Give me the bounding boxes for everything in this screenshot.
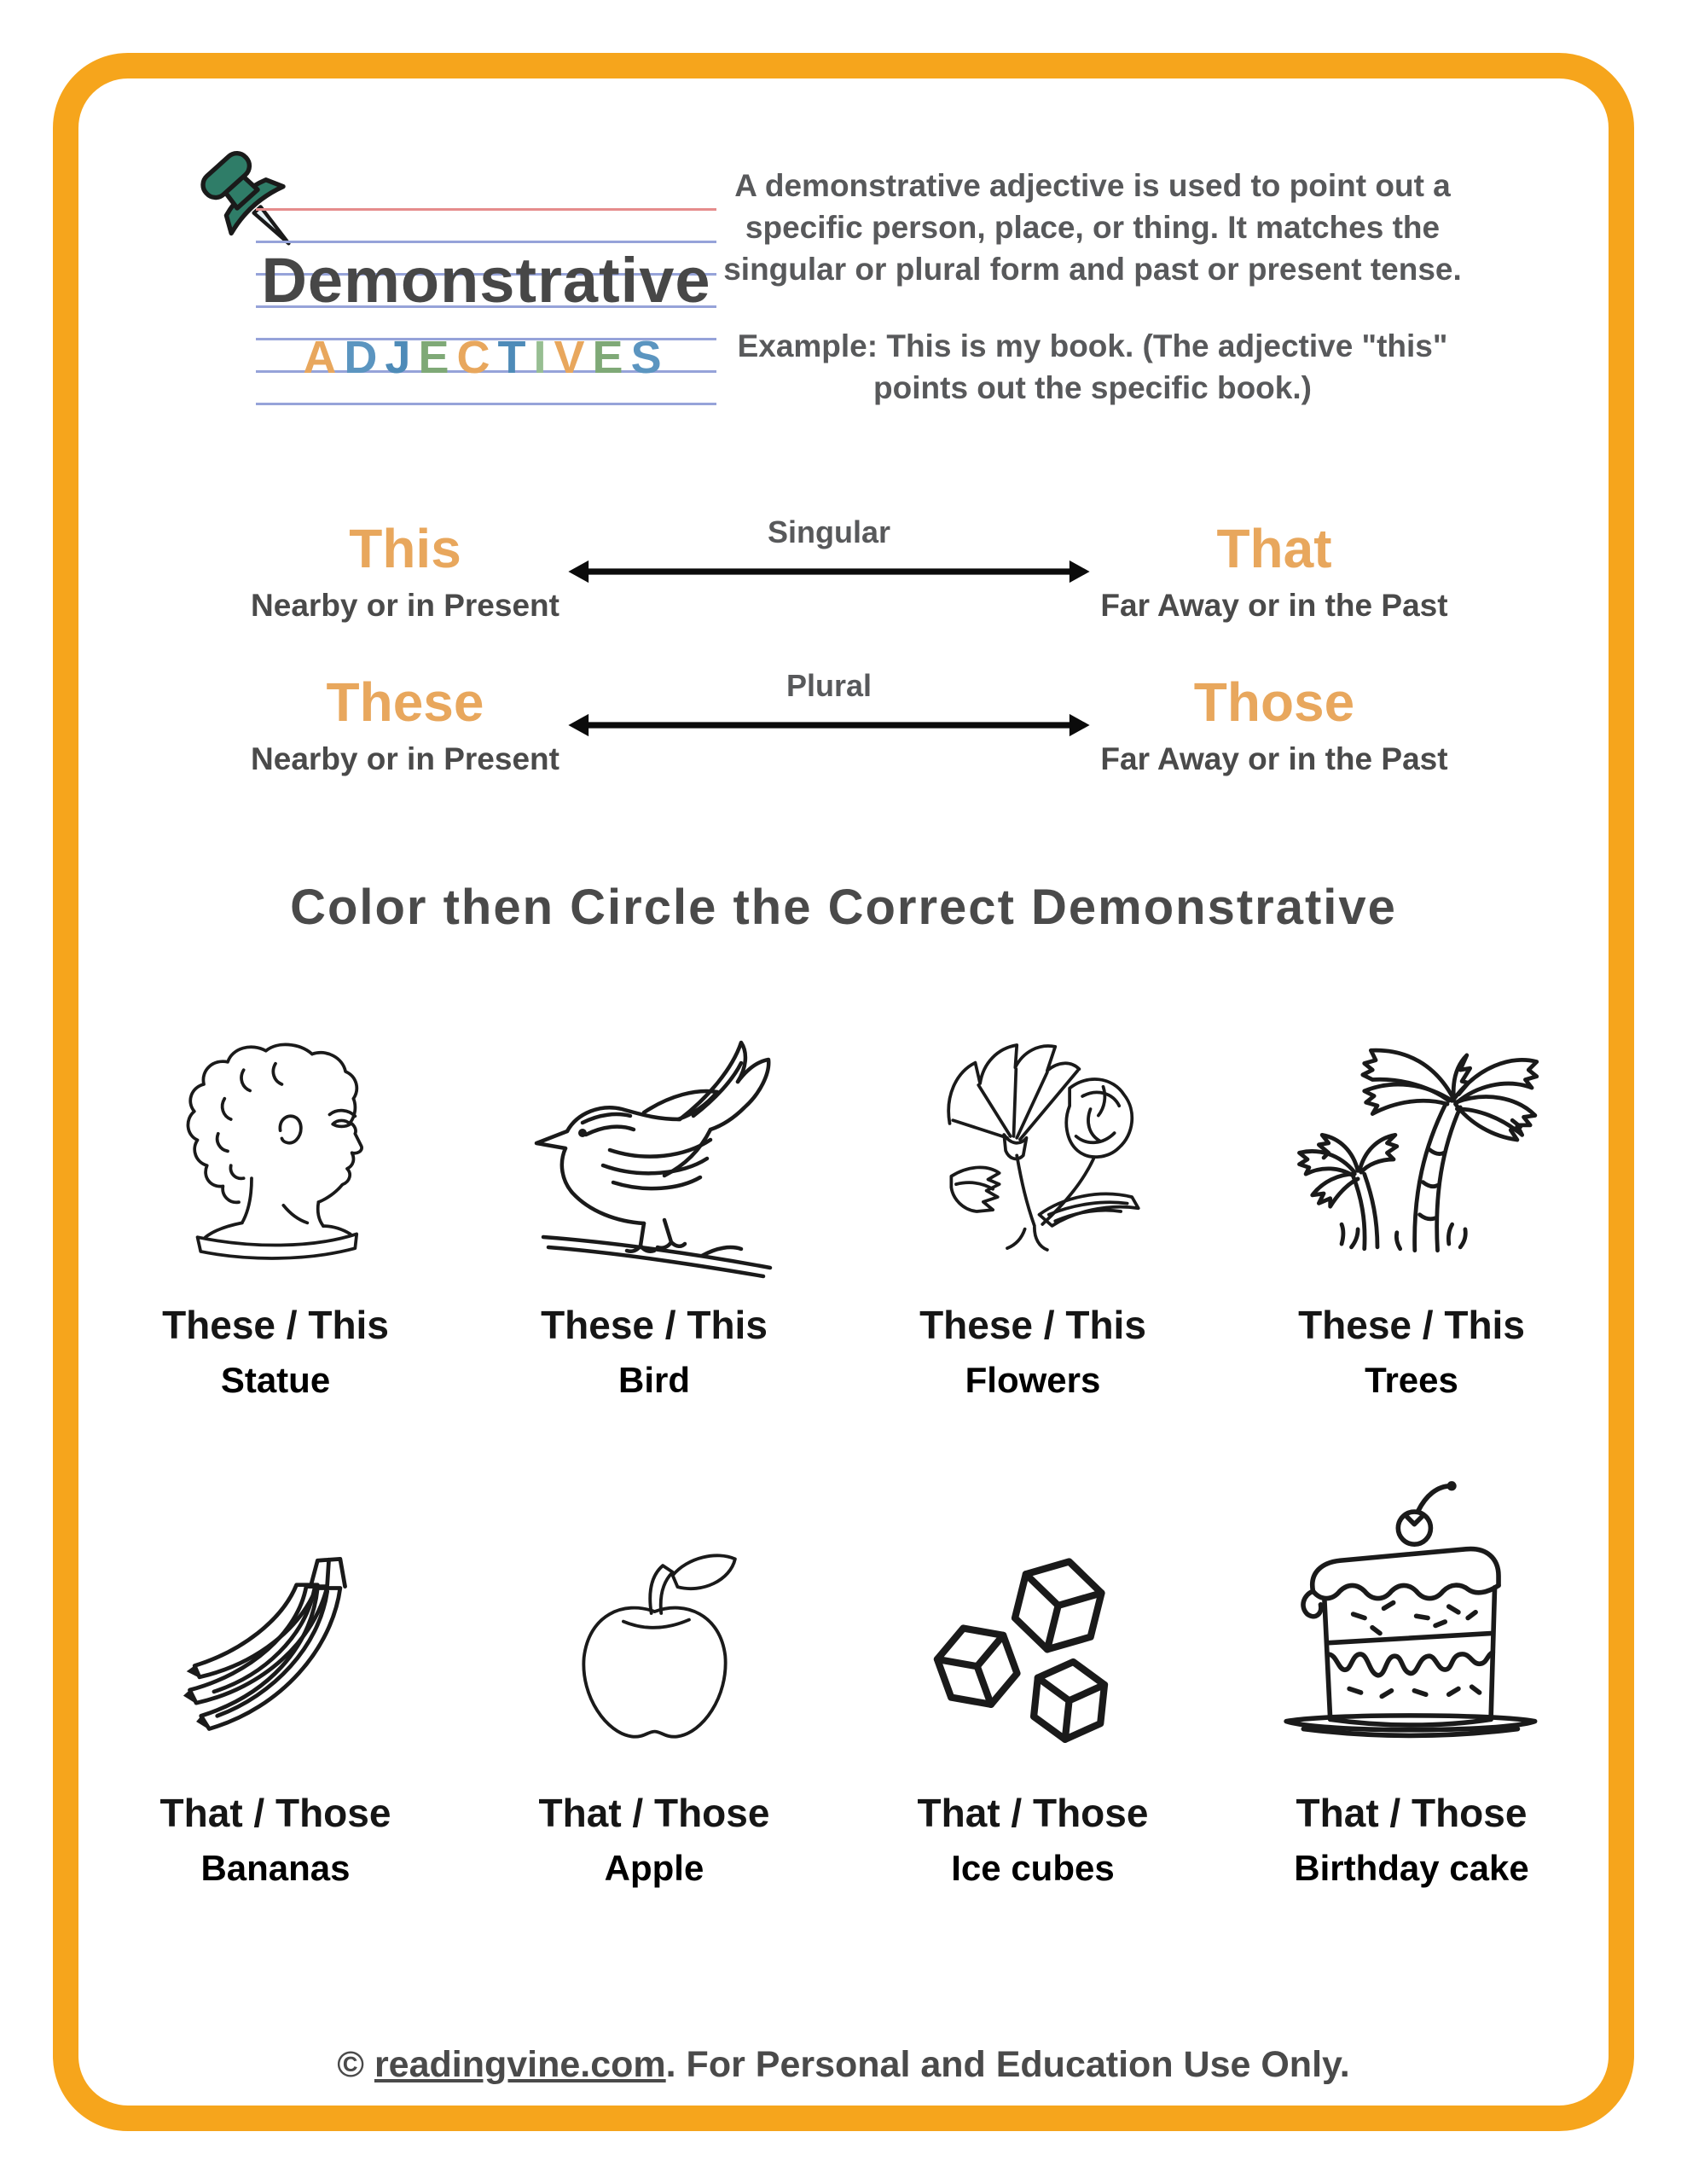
double-arrow-icon	[567, 710, 1091, 741]
footer-suffix: . For Personal and Education Use Only.	[665, 2044, 1350, 2085]
item-label: Bananas	[200, 1848, 351, 1888]
subtitle-letter: V	[554, 332, 593, 383]
copyright-symbol: ©	[337, 2044, 374, 2085]
apple-illustration	[529, 1546, 780, 1768]
statue-illustration	[156, 1019, 395, 1280]
example-text: Example: This is my book. (The adjective "this" points out the specific book.)	[737, 328, 1448, 406]
item-label: Bird	[618, 1360, 690, 1400]
activity-item-bird	[471, 988, 838, 1401]
activity-item-bananas	[92, 1476, 459, 1889]
choice-that-those[interactable]: That / Those	[538, 1791, 770, 1835]
ice-cubes-illustration	[912, 1542, 1155, 1768]
diagram-left	[243, 671, 567, 777]
activity-item-flowers	[849, 988, 1216, 1401]
double-arrow-icon	[567, 556, 1091, 587]
choice-these-this[interactable]: These / This	[919, 1303, 1146, 1347]
far-caption: Far Away or in the Past	[1100, 588, 1448, 624]
item-label: Ice cubes	[951, 1848, 1115, 1888]
choice-that-those[interactable]: That / Those	[917, 1791, 1149, 1835]
worksheet-title: Demonstrative	[261, 245, 711, 316]
choice-that-those[interactable]: That / Those	[1296, 1791, 1528, 1835]
ruled-line	[256, 403, 716, 405]
activity-item-apple	[471, 1476, 838, 1889]
diagram-center	[567, 668, 1091, 741]
activity-item-ice-cubes	[849, 1476, 1216, 1889]
subtitle-letter: I	[533, 332, 554, 383]
bird-illustration	[518, 1024, 791, 1280]
diagram-left	[243, 520, 567, 624]
activity-item-birthday-cake	[1228, 1476, 1595, 1889]
item-label: Flowers	[965, 1360, 1101, 1400]
item-label: Apple	[604, 1848, 704, 1888]
nearby-caption: Nearby or in Present	[251, 741, 559, 777]
activity-heading: Color then Circle the Correct Demonstrative	[290, 880, 1397, 935]
subtitle-letter: E	[418, 332, 457, 383]
choice-that-those[interactable]: That / Those	[159, 1791, 391, 1835]
item-label: Trees	[1365, 1360, 1458, 1400]
item-label: Birthday cake	[1294, 1848, 1529, 1888]
subtitle-letter: S	[630, 332, 670, 383]
subtitle-letter: C	[456, 332, 498, 383]
nearby-caption: Nearby or in Present	[251, 588, 559, 624]
choice-these-this[interactable]: These / This	[541, 1303, 768, 1347]
worksheet-subtitle	[256, 331, 716, 384]
subtitle-letter: A	[303, 332, 345, 383]
subtitle-letter: E	[592, 332, 631, 383]
ruled-line	[256, 241, 716, 243]
diagram-right	[1091, 671, 1458, 777]
plural-diagram	[243, 659, 1458, 795]
item-label: Statue	[220, 1360, 331, 1400]
ruled-line	[256, 208, 716, 211]
activity-grid	[92, 988, 1595, 1889]
footer	[0, 2044, 1687, 2086]
plural-label: Plural	[786, 668, 872, 703]
activity-item-statue	[92, 988, 459, 1401]
far-caption: Far Away or in the Past	[1100, 741, 1448, 777]
definition-text: A demonstrative adjective is used to point out a specific person, place, or thing. It matches the singular or plural form and past or present tense.	[723, 168, 1462, 287]
word-this: This	[349, 518, 461, 579]
palm-trees-illustration	[1258, 1019, 1565, 1280]
word-these: These	[326, 671, 484, 733]
word-those: Those	[1193, 671, 1355, 733]
flowers-illustration	[905, 1015, 1161, 1280]
footer-link[interactable]: readingvine.com	[374, 2044, 666, 2085]
word-that: That	[1216, 518, 1332, 579]
singular-label: Singular	[767, 514, 891, 549]
subtitle-letter: J	[385, 332, 419, 383]
subtitle-letter: D	[344, 332, 386, 383]
choice-these-this[interactable]: These / This	[162, 1303, 389, 1347]
bananas-illustration	[135, 1533, 416, 1768]
intro-block	[723, 166, 1462, 410]
subtitle-letter: T	[497, 332, 534, 383]
diagram-center	[567, 514, 1091, 587]
diagram-right	[1091, 520, 1458, 624]
choice-these-this[interactable]: These / This	[1298, 1303, 1525, 1347]
birthday-cake-illustration	[1254, 1476, 1569, 1768]
activity-item-trees	[1228, 988, 1595, 1401]
singular-diagram	[243, 505, 1458, 642]
